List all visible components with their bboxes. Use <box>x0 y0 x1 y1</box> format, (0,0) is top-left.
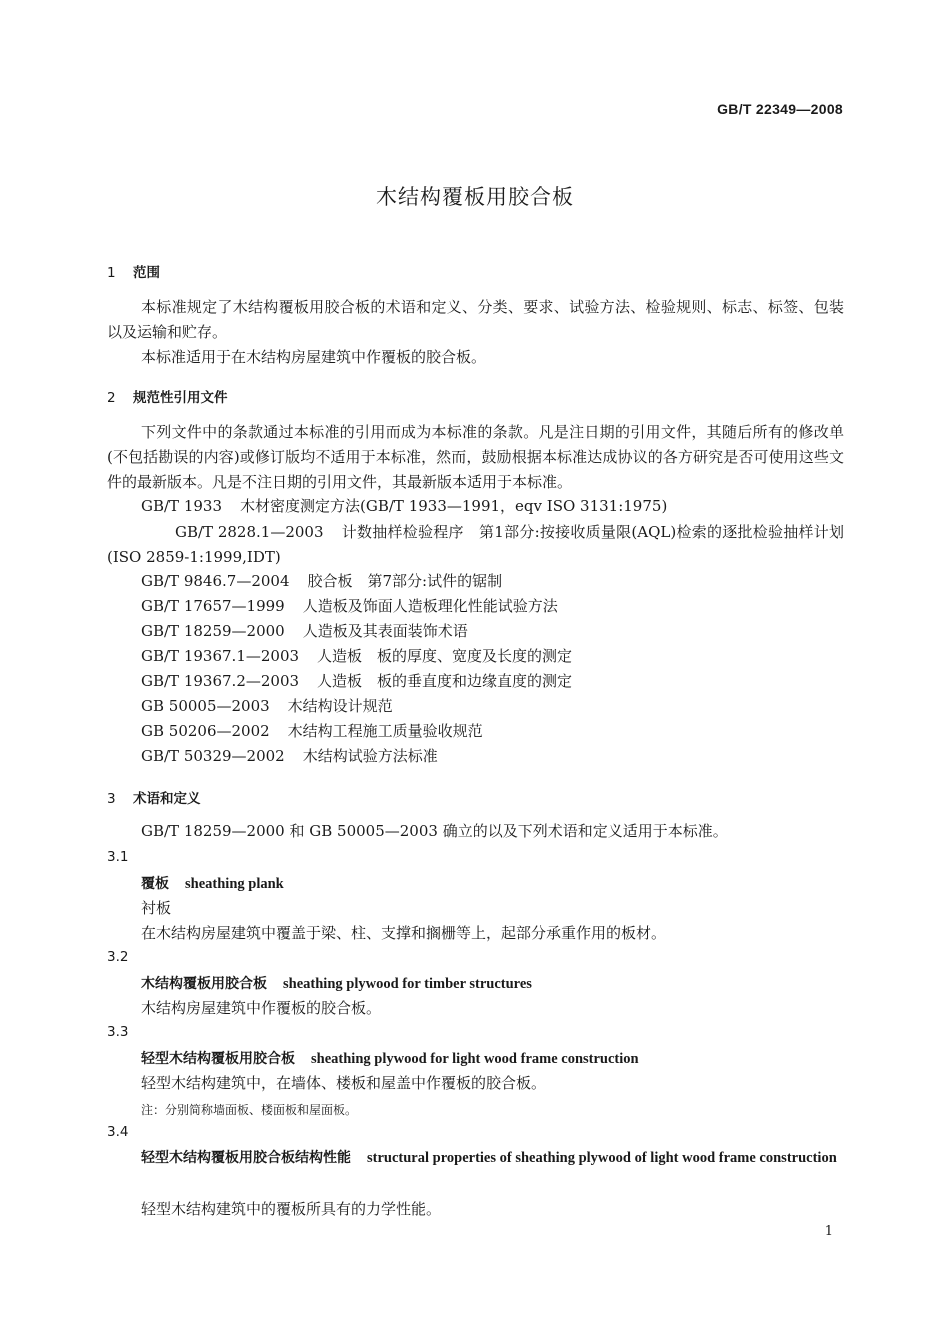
section-1-heading <box>107 261 160 281</box>
document-title: 木结构覆板用胶合板 <box>376 185 574 209</box>
term-en: sheathing plywood for light wood frame construction <box>311 1051 639 1067</box>
section-number: 3 <box>107 791 116 807</box>
term-entry <box>141 873 284 893</box>
reference-item <box>141 695 393 716</box>
reference-code: GB/T 1933 <box>141 497 223 515</box>
reference-code: GB/T 19367.1—2003 <box>141 647 300 665</box>
reference-title: 人造板 板的垂直度和边缘直度的测定 <box>317 672 573 690</box>
section-title: 规范性引用文件 <box>133 390 228 406</box>
page-number: 1 <box>824 1224 833 1239</box>
term-entry <box>141 973 532 993</box>
reference-code: GB/T 19367.2—2003 <box>141 672 300 690</box>
standard-code: GB/T 22349—2008 <box>717 101 843 117</box>
reference-item <box>141 620 468 641</box>
term-zh: 木结构覆板用胶合板 <box>141 976 267 992</box>
reference-title: 木结构试验方法标准 <box>302 747 438 765</box>
reference-title: 木材密度测定方法(GB/T 1933—1991，eqv ISO 3131:1975) <box>240 497 668 515</box>
term-zh: 覆板 <box>141 876 169 892</box>
term-en: sheathing plywood for timber structures <box>283 976 532 992</box>
reference-item <box>141 645 572 666</box>
reference-code: GB/T 2828.1—2003 <box>175 523 324 541</box>
reference-item <box>107 520 844 570</box>
reference-item <box>141 595 558 616</box>
term-entry <box>141 1048 639 1068</box>
term-zh: 轻型木结构覆板用胶合板 <box>141 1051 295 1067</box>
term-zh: 轻型木结构覆板用胶合板结构性能 <box>141 1150 351 1166</box>
term-definition: 木结构房屋建筑中作覆板的胶合板。 <box>141 999 382 1017</box>
term-number: 3.4 <box>107 1124 129 1140</box>
section-number: 1 <box>107 265 116 281</box>
scope-paragraph-2: 本标准适用于在木结构房屋建筑中作覆板的胶合板。 <box>141 348 487 366</box>
reference-code: GB/T 18259—2000 <box>141 622 285 640</box>
term-alternative: 衬板 <box>141 899 172 917</box>
term-en: structural properties of sheathing plywood of light wood frame construction <box>367 1150 837 1166</box>
term-en: sheathing plank <box>185 876 284 892</box>
reference-code: GB/T 9846.7—2004 <box>141 572 290 590</box>
term-entry <box>107 1146 844 1171</box>
term-note: 注：分别简称墙面板、楼面板和屋面板。 <box>141 1103 358 1117</box>
term-definition: 在木结构房屋建筑中覆盖于梁、柱、支撑和搁栅等上，起部分承重作用的板材。 <box>141 924 667 942</box>
reference-code: GB 50005—2003 <box>141 697 270 715</box>
reference-item <box>141 745 438 766</box>
term-definition: 轻型木结构建筑中的覆板所具有的力学性能。 <box>141 1200 442 1218</box>
term-number: 3.1 <box>107 849 129 865</box>
reference-title: 人造板 板的厚度、宽度及长度的测定 <box>317 647 573 665</box>
reference-code: GB 50206—2002 <box>141 722 270 740</box>
reference-item <box>141 720 483 741</box>
reference-title: 计数抽样检验程序 第1部分:按接收质量限(AQL)检索的逐批检验抽样计划(ISO 2859-1:1999,IDT) <box>107 523 844 566</box>
reference-title: 人造板及其表面装饰术语 <box>302 622 468 640</box>
reference-code: GB/T 17657—1999 <box>141 597 285 615</box>
reference-title: 木结构工程施工质量验收规范 <box>287 722 483 740</box>
references-intro: 下列文件中的条款通过本标准的引用而成为本标准的条款。凡是注日期的引用文件，其随后所有的修改单(不包括勘误的内容)或修订版均不适用于本标准，然而，鼓励根据本标准达成协议的各方研究是否可使用这些文件的最新版本。凡是不注日期的引用文件，其最新版本适用于本标准。 <box>107 423 844 491</box>
term-number: 3.2 <box>107 949 129 965</box>
reference-item <box>141 570 502 591</box>
reference-title: 人造板及饰面人造板理化性能试验方法 <box>302 597 558 615</box>
section-title: 范围 <box>133 265 160 281</box>
reference-item <box>141 670 572 691</box>
term-number: 3.3 <box>107 1024 129 1040</box>
reference-title: 胶合板 第7部分:试件的锯制 <box>307 572 503 590</box>
term-definition: 轻型木结构建筑中，在墙体、楼板和屋盖中作覆板的胶合板。 <box>141 1074 547 1092</box>
scope-paragraph-1: 本标准规定了木结构覆板用胶合板的术语和定义、分类、要求、试验方法、检验规则、标志、标签、包装以及运输和贮存。 <box>107 298 844 341</box>
section-2-heading <box>107 386 228 406</box>
section-title: 术语和定义 <box>133 791 201 807</box>
reference-code: GB/T 50329—2002 <box>141 747 285 765</box>
section-3-heading <box>107 787 201 807</box>
reference-title: 木结构设计规范 <box>287 697 393 715</box>
terms-intro: GB/T 18259—2000 和 GB 50005—2003 确立的以及下列术语和定义适用于本标准。 <box>141 822 728 840</box>
section-number: 2 <box>107 390 116 406</box>
reference-item <box>141 495 667 516</box>
